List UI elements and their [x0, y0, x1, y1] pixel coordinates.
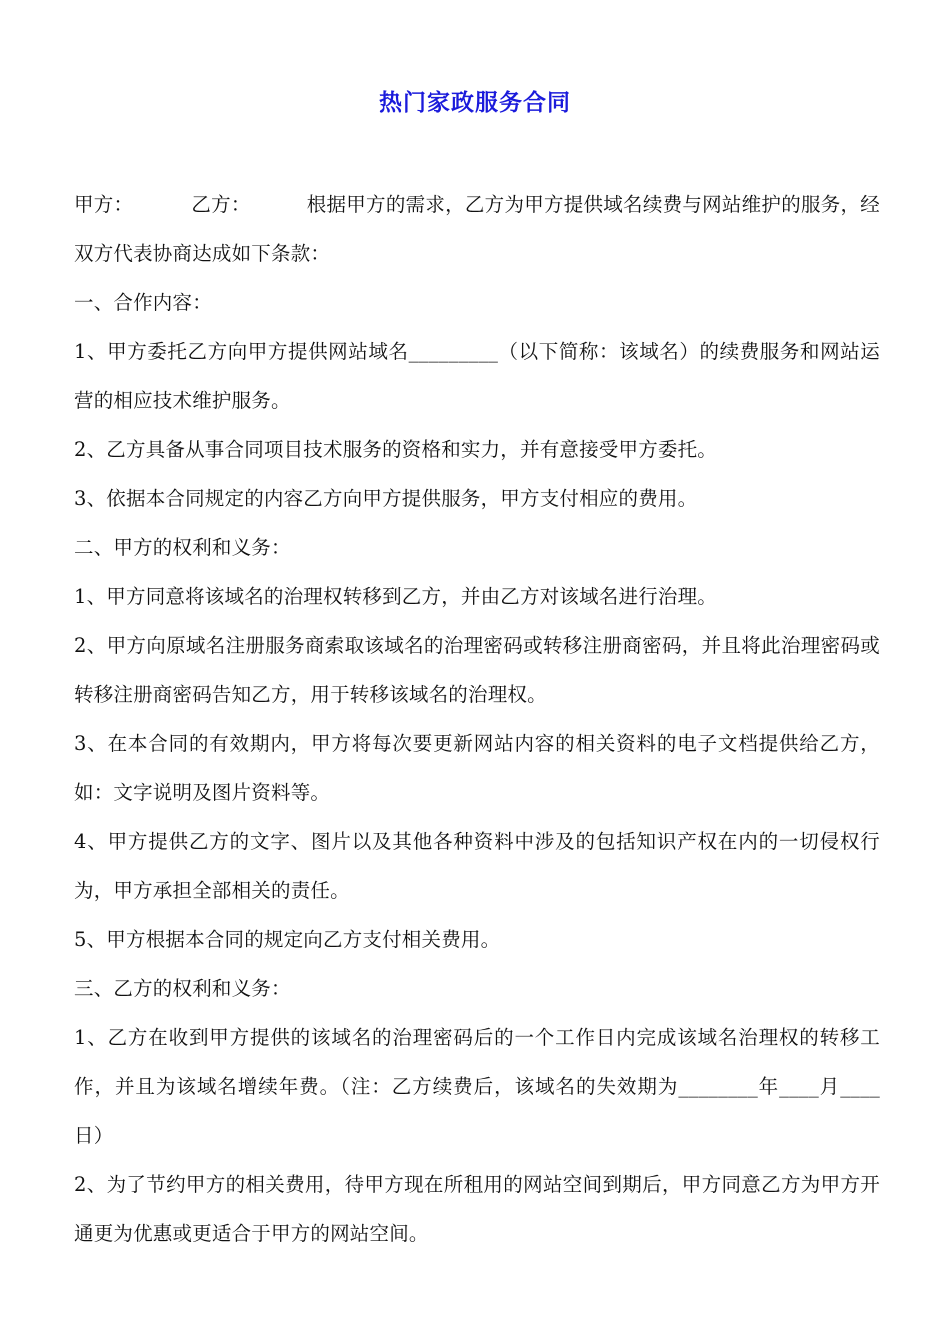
section-item: 3、在本合同的有效期内，甲方将每次要更新网站内容的相关资料的电子文档提供给乙方，如：文字说明及图片资料等。	[74, 732, 880, 804]
section-item: 2、乙方具备从事合同项目技术服务的资格和实力，并有意接受甲方委托。	[74, 438, 718, 461]
section-item: 1、甲方委托乙方向甲方提供网站域名_________（以下简称：该域名）的续费服务和网站运营的相应技术维护服务。	[74, 340, 880, 412]
section-heading: 二、甲方的权利和义务：	[74, 536, 291, 559]
section-item: 1、乙方在收到甲方提供的该域名的治理密码后的一个工作日内完成该域名治理权的转移工作，并且为该域名增续年费。（注：乙方续费后，该域名的失效期为________年____月____日）	[74, 1026, 880, 1147]
section-heading: 一、合作内容：	[74, 291, 212, 314]
section-item: 2、甲方向原域名注册服务商索取该域名的治理密码或转移注册商密码，并且将此治理密码或转移注册商密码告知乙方，用于转移该域名的治理权。	[74, 634, 880, 706]
section-item: 2、为了节约甲方的相关费用，待甲方现在所租用的网站空间到期后，甲方同意乙方为甲方开通更为优惠或更适合于甲方的网站空间。	[74, 1173, 880, 1245]
section-item: 4、甲方提供乙方的文字、图片以及其他各种资料中涉及的包括知识产权在内的一切侵权行为，甲方承担全部相关的责任。	[74, 830, 880, 902]
section-heading: 三、乙方的权利和义务：	[74, 977, 291, 1000]
section-item: 5、甲方根据本合同的规定向乙方支付相关费用。	[74, 928, 501, 951]
intro-paragraph	[74, 180, 880, 278]
document-title: 热门家政服务合同	[379, 89, 571, 116]
intro-text: 根据甲方的需求，乙方为甲方提供域名续费与网站维护的服务，经双方代表协商达成如下条款：	[74, 193, 880, 265]
section-item: 1、甲方同意将该域名的治理权转移到乙方，并由乙方对该域名进行治理。	[74, 585, 718, 608]
party-b-label: 乙方：	[191, 193, 251, 216]
party-a-label: 甲方：	[74, 193, 134, 216]
document-body	[74, 180, 880, 1258]
section-item: 3、依据本合同规定的内容乙方向甲方提供服务，甲方支付相应的费用。	[74, 487, 698, 510]
